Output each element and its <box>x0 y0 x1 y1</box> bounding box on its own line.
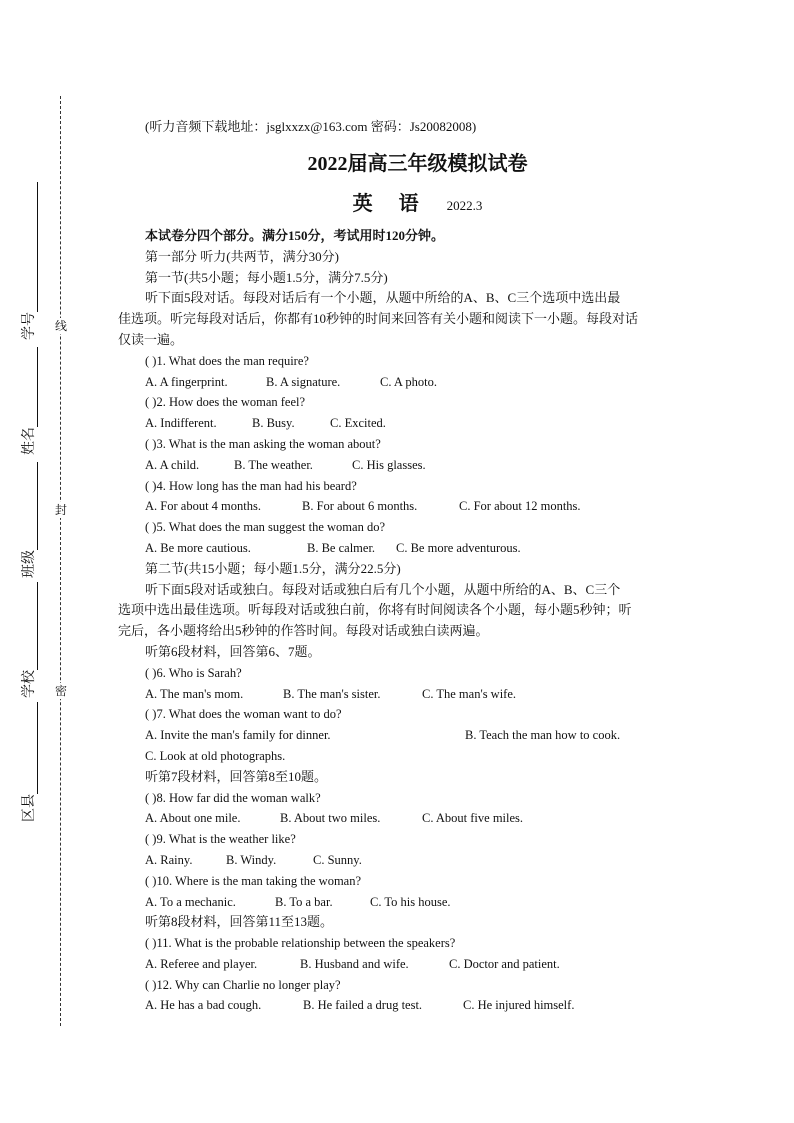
cut-mark-line: 线 <box>55 319 68 333</box>
fill-blank[interactable] <box>23 347 38 427</box>
question-stem: ( )1. What does the man require? <box>145 353 309 368</box>
fill-blank[interactable] <box>23 462 38 550</box>
option-c[interactable]: C. A photo. <box>380 374 437 389</box>
option-b[interactable]: B. Husband and wife. <box>300 956 409 971</box>
field-name <box>22 429 38 455</box>
cut-mark-seal: 封 <box>55 503 68 517</box>
question-stem: ( )11. What is the probable relationship between the speakers? <box>145 936 456 951</box>
fill-blank[interactable] <box>23 702 38 794</box>
option-b[interactable]: B. He failed a drug test. <box>303 998 423 1013</box>
option-a[interactable]: A. A fingerprint. <box>145 374 228 389</box>
option-c[interactable]: C. His glasses. <box>352 457 426 472</box>
section1-heading: 第一节(共5小题；每小题1.5分，满分7.5分) <box>145 269 388 285</box>
question-stem: ( )5. What does the man suggest the woman do? <box>145 520 385 535</box>
cut-mark-secret: 密 <box>55 684 68 698</box>
question-stem: ( )7. What does the woman want to do? <box>145 707 342 722</box>
part1-heading: 第一部分 听力(共两节，满分30分) <box>145 248 339 264</box>
field-label: 学校 <box>22 670 37 698</box>
subject-line <box>145 188 690 222</box>
question-options <box>145 850 690 871</box>
option-b[interactable]: B. To a bar. <box>275 894 333 909</box>
question-stem: ( )4. How long has the man had his beard? <box>145 478 357 493</box>
question-options <box>145 538 690 559</box>
option-a[interactable]: A. To a mechanic. <box>145 894 236 909</box>
option-b[interactable]: B. Teach the man how to cook. <box>465 728 621 743</box>
section1-instructions-2: 佳选项。听完每段对话后，你都有10秒钟的时间来回答有关小题和阅读下一小题。每段对话 <box>118 311 639 327</box>
question-stem: ( )12. Why can Charlie no longer play? <box>145 977 341 992</box>
option-c[interactable]: C. Doctor and patient. <box>449 956 560 971</box>
option-c[interactable]: C. He injured himself. <box>463 998 575 1013</box>
option-b[interactable]: B. The man's sister. <box>283 686 381 701</box>
section1-instructions-3: 仅读一遍。 <box>118 331 184 347</box>
field-school <box>22 672 38 698</box>
exam-content <box>118 118 690 1016</box>
question-options <box>145 725 690 746</box>
intro: 本试卷分四个部分。满分150分，考试用时120分钟。 <box>145 228 445 243</box>
material-8: 听第8段材料，回答第11至13题。 <box>145 914 334 930</box>
option-c[interactable]: C. The man's wife. <box>422 686 517 701</box>
material-7: 听第7段材料，回答第8至10题。 <box>145 768 328 784</box>
section2-heading: 第二节(共15小题；每小题1.5分，满分22.5分) <box>145 560 401 576</box>
field-label: 班级 <box>22 550 37 578</box>
exam-date: 2022.3 <box>446 198 483 213</box>
option-a[interactable]: A. The man's mom. <box>145 686 244 701</box>
question-options <box>145 995 690 1016</box>
option-a[interactable]: A. Be more cautious. <box>145 540 251 555</box>
option-c[interactable]: C. To his house. <box>370 894 451 909</box>
option-c[interactable]: C. Be more adventurous. <box>396 540 521 555</box>
question-options <box>145 954 690 975</box>
field-district <box>22 796 38 822</box>
option-b[interactable]: B. A signature. <box>266 374 341 389</box>
question-stem: ( )8. How far did the woman walk? <box>145 790 321 805</box>
download-info: (听力音频下载地址：jsglxxzx@163.com 密码：Js20082008) <box>145 119 477 134</box>
subject: 英语 <box>352 193 445 215</box>
option-a[interactable]: A. Rainy. <box>145 852 193 867</box>
question-stem: ( )3. What is the man asking the woman about? <box>145 436 381 451</box>
question-options-continued <box>145 746 690 767</box>
section2-instructions-3: 完后，各小题将给出5秒钟的作答时间。每段对话或独白读两遍。 <box>118 623 489 639</box>
instruction-text: 听下面5段对话。每段对话后有一个小题，从题中所给的A、B、C三个选项中选出最 <box>145 290 621 306</box>
field-label: 学号 <box>22 312 37 340</box>
field-label: 区县 <box>22 794 37 822</box>
question-stem: ( )10. Where is the man taking the woman? <box>145 873 362 888</box>
question-options <box>145 413 690 434</box>
field-label: 姓名 <box>22 427 37 455</box>
option-a[interactable]: A. Referee and player. <box>145 956 258 971</box>
question-options <box>145 455 690 476</box>
option-a[interactable]: A. Invite the man's family for dinner. <box>145 728 331 743</box>
fill-blank[interactable] <box>23 182 38 312</box>
option-a[interactable]: A. Indifferent. <box>145 416 217 431</box>
option-b[interactable]: B. The weather. <box>234 457 313 472</box>
option-a[interactable]: A. About one mile. <box>145 811 241 826</box>
section2-instructions-1: 听下面5段对话或独白。每段对话或独白后有几个小题，从题中所给的A、B、C三个 <box>145 581 621 597</box>
question-options <box>145 892 690 913</box>
binding-dashed-line <box>60 96 61 1026</box>
option-b[interactable]: B. For about 6 months. <box>302 499 418 514</box>
question-options <box>145 372 690 393</box>
option-b[interactable]: B. Be calmer. <box>307 540 376 555</box>
question-options <box>145 496 690 517</box>
option-c[interactable]: C. For about 12 months. <box>459 499 581 514</box>
option-b[interactable]: B. Busy. <box>252 416 295 431</box>
question-options <box>145 808 690 829</box>
option-a[interactable]: A. He has a bad cough. <box>145 998 262 1013</box>
option-b[interactable]: B. Windy. <box>226 852 277 867</box>
option-c[interactable]: C. Sunny. <box>313 852 362 867</box>
question-stem: ( )2. How does the woman feel? <box>145 395 306 410</box>
option-b[interactable]: B. About two miles. <box>280 811 381 826</box>
option-a[interactable]: A. A child. <box>145 457 200 472</box>
material-6: 听第6段材料，回答第6、7题。 <box>145 643 321 659</box>
field-class <box>22 552 38 578</box>
option-c[interactable]: C. Look at old photographs. <box>145 748 286 763</box>
option-a[interactable]: A. For about 4 months. <box>145 499 261 514</box>
question-stem: ( )6. Who is Sarah? <box>145 665 242 680</box>
exam-title: 2022届高三年级模拟试卷 <box>307 153 528 175</box>
section2-instructions-2: 选项中选出最佳选项。听每段对话或独白前，你将有时间阅读各个小题，每小题5秒钟；听 <box>118 602 632 618</box>
option-c[interactable]: C. Excited. <box>330 416 386 431</box>
fill-blank[interactable] <box>23 582 38 670</box>
field-student-id <box>22 314 38 340</box>
section1-instructions-1 <box>145 288 690 309</box>
question-options <box>145 684 690 705</box>
question-stem: ( )9. What is the weather like? <box>145 832 296 847</box>
option-c[interactable]: C. About five miles. <box>422 811 524 826</box>
